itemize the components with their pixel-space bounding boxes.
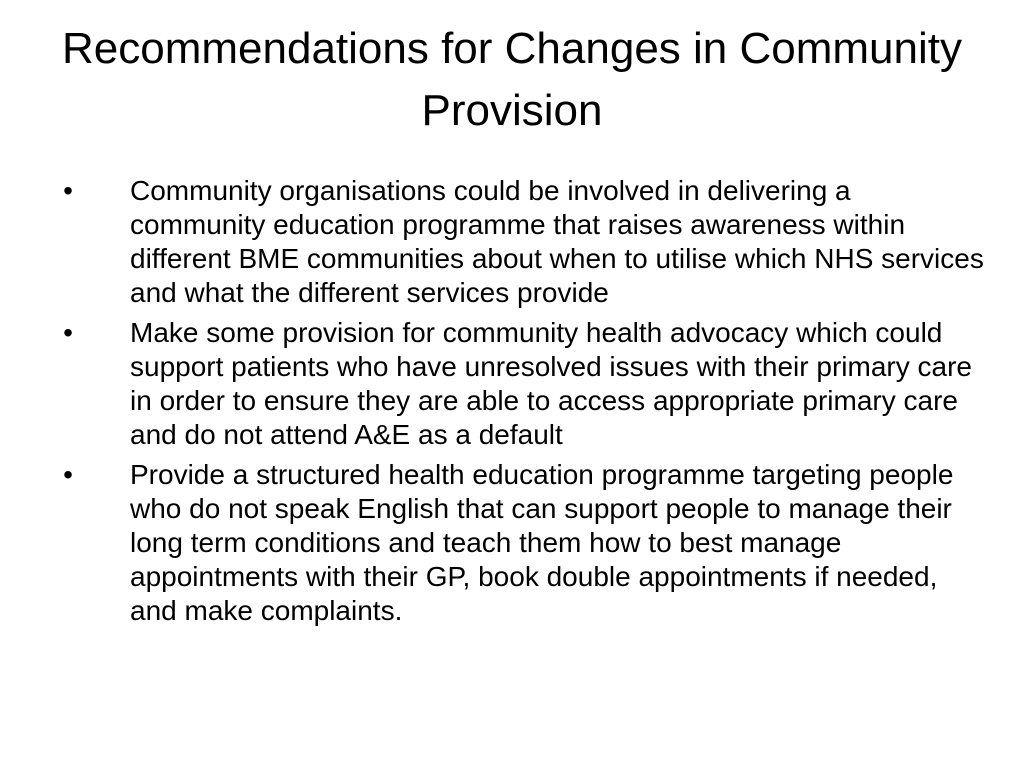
bullet-icon: •: [63, 317, 73, 348]
bullet-text: Make some provision for community health advocacy which could support patients who have unresolved issues with their primary care in order to ensure they are able to access appropriate primary care and do not attend A&E as a default: [130, 317, 972, 450]
bullet-text: Community organisations could be involved in delivering a community education programme that raises awareness within different BME communities about when to utilise which NHS services and what the different services provide: [130, 175, 984, 308]
bullet-item: [58, 316, 988, 452]
bullet-text: Provide a structured health education programme targeting people who do not speak English that can support people to manage their long term conditions and teach them how to best manage appointments with their GP, book double appointments if needed, and make complaints.: [130, 459, 954, 626]
bullet-icon: •: [63, 175, 73, 206]
bullet-item: [58, 458, 988, 628]
bullet-icon: •: [63, 459, 73, 490]
bullet-item: [58, 174, 988, 310]
bullet-list: [58, 174, 988, 634]
slide-title: Recommendations for Changes in Community Provision: [62, 24, 962, 135]
